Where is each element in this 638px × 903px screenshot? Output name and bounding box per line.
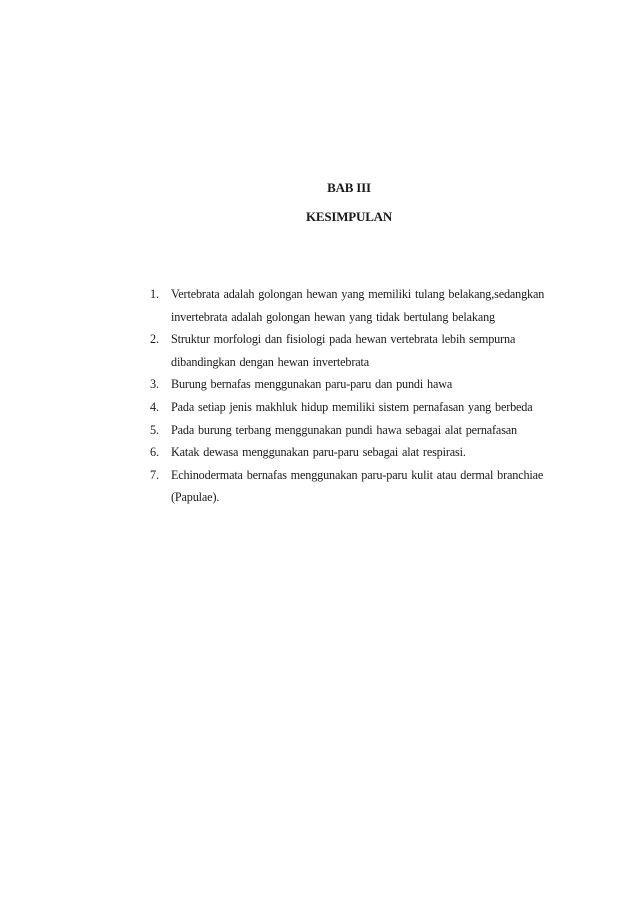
list-item-text: Pada burung terbang menggunakan pundi hawa sebagai alat pernafasan	[171, 422, 517, 437]
list-item-number: 4.	[150, 399, 159, 414]
list-item-text: Struktur morfologi dan fisiologi pada hewan vertebrata lebih sempurna dibandingkan dengan hewan invertebrata	[171, 332, 516, 369]
conclusion-list	[150, 283, 550, 509]
list-item-number: 6.	[150, 445, 159, 460]
list-item	[150, 396, 550, 419]
list-item-text: Katak dewasa menggunakan paru-paru sebagai alat respirasi.	[171, 445, 466, 460]
list-item-text: Pada setiap jenis makhluk hidup memiliki sistem pernafasan yang berbeda	[171, 399, 533, 414]
list-item	[150, 419, 550, 442]
list-item-number: 5.	[150, 422, 159, 437]
list-item-text: Burung bernafas menggunakan paru-paru dan pundi hawa	[171, 377, 453, 392]
chapter-title: KESIMPULAN	[305, 209, 393, 224]
list-item	[150, 283, 550, 328]
list-item	[150, 464, 550, 509]
list-item-number: 7.	[150, 467, 159, 482]
list-item-text: Vertebrata adalah golongan hewan yang memiliki tulang belakang,sedangkan invertebrata adalah golongan hewan yang tidak bertulang belakang	[171, 287, 545, 324]
list-item	[150, 373, 550, 396]
list-item-number: 3.	[150, 377, 159, 392]
list-item-number: 1.	[150, 287, 159, 301]
list-item	[150, 441, 550, 464]
list-item	[150, 328, 550, 373]
list-item-number: 2.	[150, 332, 159, 347]
chapter-label: BAB III	[327, 180, 371, 195]
list-item-text: Echinodermata bernafas menggunakan paru-paru kulit atau dermal branchiae (Papulae).	[171, 467, 544, 505]
